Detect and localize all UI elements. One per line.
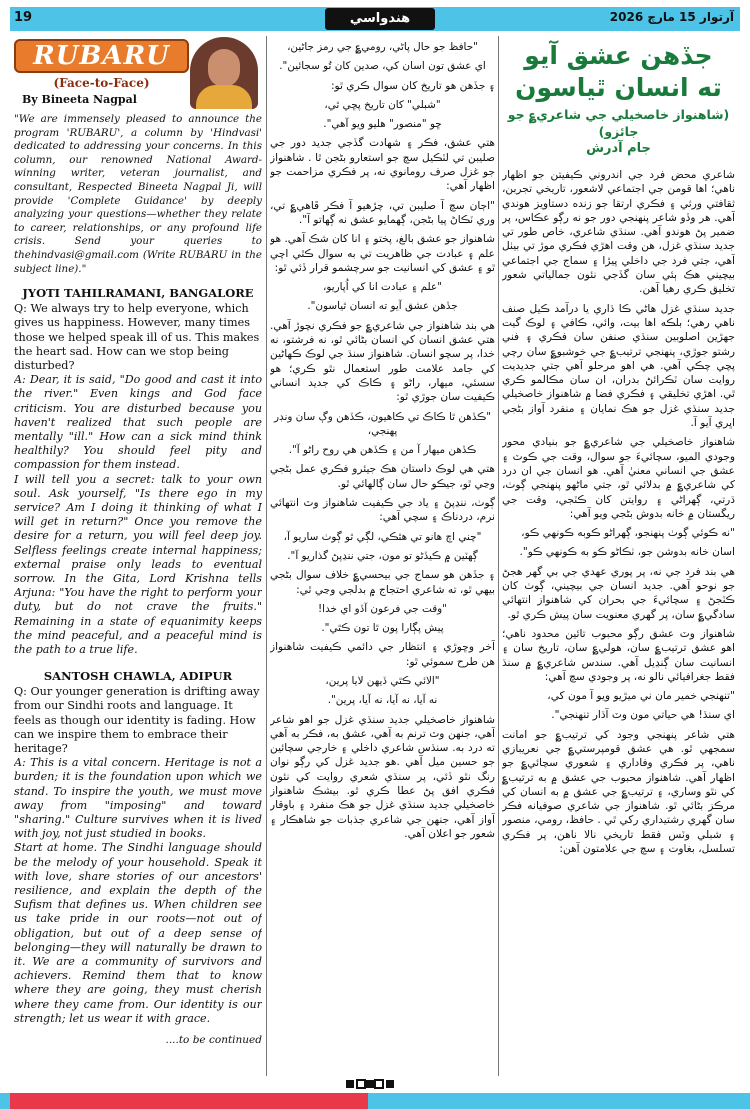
verse-line: اسان خانه بدوشن جو، ٺڪاڻو ڪو به ڪونهي ڪو". <box>519 546 735 559</box>
article-continuation-column <box>270 40 495 1080</box>
answer-text: A: Dear, it is said, "Do good and cast it into the river." Even kings and God face criticism. You are disturbed because you haven't realized that such people are mentally "ill." How can a sick mind think healthily? You should feel pity and compassion for them instead. <box>14 373 262 472</box>
asker-name: JYOTI TAHILRAMANI, BANGALORE <box>22 286 254 301</box>
rubaru-byline: By Bineeta Nagpal <box>22 93 137 106</box>
rubaru-column <box>14 35 262 1080</box>
page-number: 19 <box>14 10 33 25</box>
end-ornament <box>345 1079 395 1089</box>
article-author: جام آدرش <box>586 141 651 156</box>
issue-date: آرتوار 15 مارچ 2026 <box>609 10 734 24</box>
verse-line: ڇو "منصور" هليو ويو آهي". <box>323 118 442 131</box>
verse-line: "شبلي" کان تاريخ پڇي ٿي، <box>324 98 441 111</box>
question-text: Q: We always try to help everyone, which gives us happiness. However, many times those we helped speak ill of us. This makes the heart sad. How can we stop being disturbed? <box>14 302 260 372</box>
verse-line: "الائي ڪٿي ڏيهن لايا پرين، <box>325 674 440 687</box>
article-column <box>502 40 735 1085</box>
article-paragraph: آخر وڇوڙي ۽ انتظار جي دائمي ڪيفيت شاهنواز هن طرح سموئي ٿو: <box>270 641 495 668</box>
verse-line: "حافظ جو حال پاڻي، رومي؏ جي رمز جاڻين، <box>287 41 478 53</box>
verse-line: ڪڏهن ميهار آ من ۽ ڪڏهن هي روح راڻو آ". <box>288 444 477 457</box>
verse-line: "علم ۽ عبادت انا کي اُپاريو، <box>323 281 442 294</box>
article-subtitle: (شاهنواز خاصخيلي جي شاعري؏ جو جائزو) <box>507 107 730 139</box>
answer-text: Start at home. The Sindhi language should be the melody of your household. Speak it with love, share stories of our ancestors' resilience, and explain the depth of the Sufism that defines us. When children see us take pride in our roots—not out of obligation, but out of a deep sense of belonging—they will naturally be drawn to it. We are a community of survivors and achievers. Remind them that to know where they are going, they must cherish where they came from. Our identity is our strength; let us wear it with grace. <box>14 841 262 1025</box>
page-footer <box>0 1093 750 1109</box>
answer-text: I will tell you a secret: talk to your own soul. Ask yourself, "Is there ego in my service? Am I doing it thinking of what I will get in return?" Once you remove the desire for a return, you will feel deep joy. Selfless feelings create internal happiness; external praise only leads to eventual sorrow. In the Gita, Lord Krishna tells Arjuna: "You have the right to perform your duty, but do not crave the fruits." Remaining in a state of equanimity keeps the mind peaceful, and a peaceful mind is the path to a true life. <box>14 472 262 656</box>
answer-text: A: This is a vital concern. Heritage is not a burden; it is the foundation upon which we stand. To inspire the youth, we must move away from "imposing" and toward "sharing." Culture survives when it is lived with joy, not just studied in books. <box>14 756 262 841</box>
article-paragraph: شاهنواز خاصخيلي جديد سنڌي غزل جو اهو شاعر آهي، جنهن وٽ ترنم به آهي، عشق به، فڪر به آهي ته درد به. سنڌس شاعري داخلي ۽ خارجي سچائين جو حسين ميل آهي .هو جديد غزل کي رڳو نوان رنگ نٿو ڏئي، پر سنڌي شعري روايت کي نئون فڪري افق پڻ عطا ڪري ٿو. بيشڪ شاهنواز خاصخيلي جديد سنڌي غزل جو هڪ منفرد ۽ باوقار آواز آهي، جنهن جي شاعري جذبات جو شاهڪار ۽ شعور جو اعلان آهي. <box>270 713 495 840</box>
article-body <box>502 168 735 856</box>
verse-line: اي سنڌ! هي حياتي مون وٽ آڌار تنهنجي". <box>551 709 735 722</box>
article-paragraph: هي بند فرد جي نه، پر پوري عهدي جي بي گهر هجڻ جو نوحو آهي. جديد انسان جي بيچيني، ڳوٺ کان ڪٽجڻ ۽ سچائيءَ جي بحران کي شاهنواز انتهائي سادگي؏ سان، پر گهري معنويت سان پيش ڪري ٿو. <box>502 565 735 621</box>
footer-accent <box>10 1093 368 1109</box>
article-paragraph: هي بند شاهنواز جي شاعري؏ جو فڪري نچوڙ آهي. هتي عشق انسان کي انسان بڻائي ٿو، نه فرشتو، نه خدا، پر سچو انسان. شاهنواز سنڌ جي لوڪ ڪهاڻين کي جامد علامت طور استعمال نٿو ڪري؛ هو سسئي، ميهار، راڻو ۽ ڪاڪ کي جديد انساني ڪيفيت سان جوڙي ٿو: <box>270 319 495 404</box>
article-paragraph: جديد سنڌي غزل هاڻي ڪا ڌاري يا درآمد ڪيل صنف ناهي رهي؛ بلڪه اها بيت، وائي، ڪافي ۽ لوڪ گيت جهڙين اصلوبين سنڌي صنفن سان فڪري ۽ فني رشتو جوڙي، پنهنجي ترتيب؏ جي خوشبو؏ سان رچي پچي چڪي آهي. هي اهو مرحلو آهي جتي جديديت روايت سان ٽڪرائڻ بدران، ان سان مڪالمو ڪري ٿي. اهڙي تخليقي ۽ فڪري فضا ۾ شاهنواز خاصخيلي جديد سنڌي غزل جو هڪ نمايان ۽ منفرد آواز بڻجي اڀري آيو آ. <box>502 302 735 430</box>
column-divider <box>498 36 499 1076</box>
verse-line: ڳهٽين ۾ ڪيڏڻو تو مون، جتي ننڍپڻ گذاريو آ". <box>287 549 478 562</box>
rubaru-header <box>14 35 262 111</box>
question-text: Q: Our younger generation is drifting away from our Sindhi roots and language. It feels as though our identity is fading. How can we inspire them to embrace their heritage? <box>14 685 260 756</box>
verse-line: "ڪڏهن ٿا ڪاڪ تي ڪاهيون، ڪڏهن وڳ سان ونڊر پهنجي، <box>273 410 492 437</box>
page-header <box>10 7 740 31</box>
verse-line: پيش پڳارا پون ٿا تون ڪٿي". <box>321 622 444 635</box>
article-paragraph: ڳوٺ، ننڍپڻ ۽ ياد جي ڪيفيت شاهنواز وٽ انتهائي نرم، دردناڪ ۽ سچي آهي: <box>270 497 495 524</box>
article-paragraph: شاهنواز جو عشق بالغ، پختو ۽ انا کان شڪ آهي. هو علم ۽ عبادت جي ظاهريت تي به سوال ڪٿي اچي ٿو ۽ عشق کي انسانيت جو سرچشمو قرار ڏئي ٿو: <box>270 233 495 274</box>
article-paragraph: هتي عشق، فڪر ۽ شهادت گڏجي جديد دور جي صليبن تي لٽڪيل سچ جو استعارو بڻجن ٿا . شاهنواز جو غزل صرف رومانوي نه، پر فڪري مزاحمت جو اظهار آهي: <box>270 137 495 193</box>
article-paragraph: هتي شاعر پنهنجي وجود کي ترتيب؏ جو امانت سمجهي ٿو. هي عشق قومپرستي؏ جي نعريبازي ناهي، پر فڪري وفاداري ۽ شعوري سچائي؏ جو اظهار آهي. شاهنواز محبوب جي عشق ۾ به ترتيب؏ کي نٿو وساري، ۽ ترتيب؏ جي عشق ۾ به انسان کي مرڪز بڻائي ٿو. شاهنواز جي شاعري صوفيانه فڪر سان گهري رشتيداري رکي ٿي . حافظ، رومي، منصور ۽ شبلي وٽس فقط تاريخي نالا ناهن، پر فڪري تسلسل، بغاوت ۽ سچ جي علامتون آهن: <box>502 728 735 856</box>
verse-line: "نه ڪوئي ڳوٺ پنهنجو، ڳهراڻو ڪوبه ڪونهي ڪو، <box>521 527 735 540</box>
article-title-line: ته انسان ٿياسون <box>515 73 722 102</box>
continued-note: ....to be continued <box>165 1034 262 1047</box>
article-title-line: جڏهن عشق آيو <box>524 41 713 70</box>
rubaru-intro: "We are immensely pleased to announce the program 'RUBARU', a column by 'Hindvasi' dedicated to addressing your concerns. In this column, our renowned National Award-winning writer, veteran journalist, and consultant, Respected Bineeta Nagpal Ji, will provide 'Complete Guidance' by deeply analyzing your questions—whether they relate to career, relationships, or any profound life crisis. Send your queries to thehindvasi@gmail.com (Write RUBARU in the subject line)." <box>14 113 262 275</box>
rubaru-subtitle: (Face-to-Face) <box>53 76 150 90</box>
article-paragraph: شاعري محض فرد جي اندروني ڪيفيتن جو اظهار ناهي؛ اها قومن جي اجتماعي لاشعور، تاريخي تجربن، ثقافتي ورثي ۽ فڪري ارتقا جو زنده دستاويز هوندي آهي. هر وڏو شاعر پنهنجي دور جو نه رڳو عڪاس، پر ضمير پڻ هوندو آهي. سنڌي شاعري، خاص طور تي جديد سنڌي غزل، هن وقت اهڙي فڪري موڙ تي بيٺل آهي، جتي فرد جي داخلي پيڙا ۽ سماج جي اجتماعي بيچيني هڪ ٻئي سان گڏجي نئون جمالياتي شعور تخليق ڪري رهيا آهن. <box>502 169 735 296</box>
author-face <box>208 49 240 87</box>
rubaru-title: RUBARU <box>14 39 189 73</box>
article-paragraph: "اڄان سچ آ صليبن تي، چڙهيو آ فڪر ڦاهي؏ تي، وري ٽڪاڻ پيا بڻجن، ڳهمايو عشق نه ڳهاتو آ". <box>270 199 495 226</box>
verse-line: "چني اچ هانو تي هٿڪي، لڳي ٿو ڳوٺ ساريو آ، <box>283 530 482 543</box>
article-paragraph: ۽ جڏهن هو سماج جي بيحسي؏ خلاف سوال بڻجي بيهي ٿو، ته شاعري احتجاج ۾ بدلجي وڃي ٿي: <box>270 569 495 596</box>
article-paragraph: ۽ جڏهن هو تاريخ کان سوال ڪري ٿو: <box>330 79 495 92</box>
verse-line: اي عشق تون اسان کي، صدين کان تُو سجائين". <box>279 60 486 73</box>
verse-line: "وقت جي فرعون آڏو اي خدا! <box>318 602 447 615</box>
author-photo <box>190 37 258 109</box>
article-paragraph: شاهنواز خاصخيلي جي شاعري؏ جو بنيادي محور وجودي الميو، سچائيءَ جو سوال، وقت جي ڪوٽ ۽ عشق جي انساني معنيٰ آهي. هو انسان جي ان درد کي شاعري؏ ۾ بدلائي ٿو، جتي ماڻهو پنهنجي ڳوٺ، ڌرتي، ڳهراڻي ۽ روايتن کان ڪٽجي، وقت جي ريگستان ۾ خانه بدوش بڻجي ويو آهي: <box>502 436 735 520</box>
verse-line: نه آيا، نه آيا، نه آيا، پرين". <box>327 694 438 707</box>
article-title <box>502 40 735 104</box>
verse-line: جڏهن عشق آيو ته انسان ٿياسون". <box>307 300 458 313</box>
column-divider <box>266 36 267 1076</box>
article-paragraph: هتي هي لوڪ داستان هڪ جيئرو فڪري عمل بڻجي وڃي ٿو، جيڪو حال سان ڳالهائي ٿو. <box>270 463 495 490</box>
author-shirt <box>196 85 252 109</box>
asker-name: SANTOSH CHAWLA, ADIPUR <box>43 669 233 684</box>
verse-line: "تنهنجي خمير مان ني ميڙيو ويو آ مون کي، <box>547 690 735 703</box>
newspaper-logo: هندواسي <box>325 8 435 30</box>
article-paragraph: شاهنواز وٽ عشق رڳو محبوب تائين محدود ناهي؛ اهو عشق ترتيب؏ سان، هولي؏ سان، تاريخ سان ۽ انسانيت سان ڳنڍيل آهي. سندس شاعري؏ ۾ سنڌ فقط جغرافيائي نالو نه، پر وجودي سچ آهي: <box>502 627 735 683</box>
